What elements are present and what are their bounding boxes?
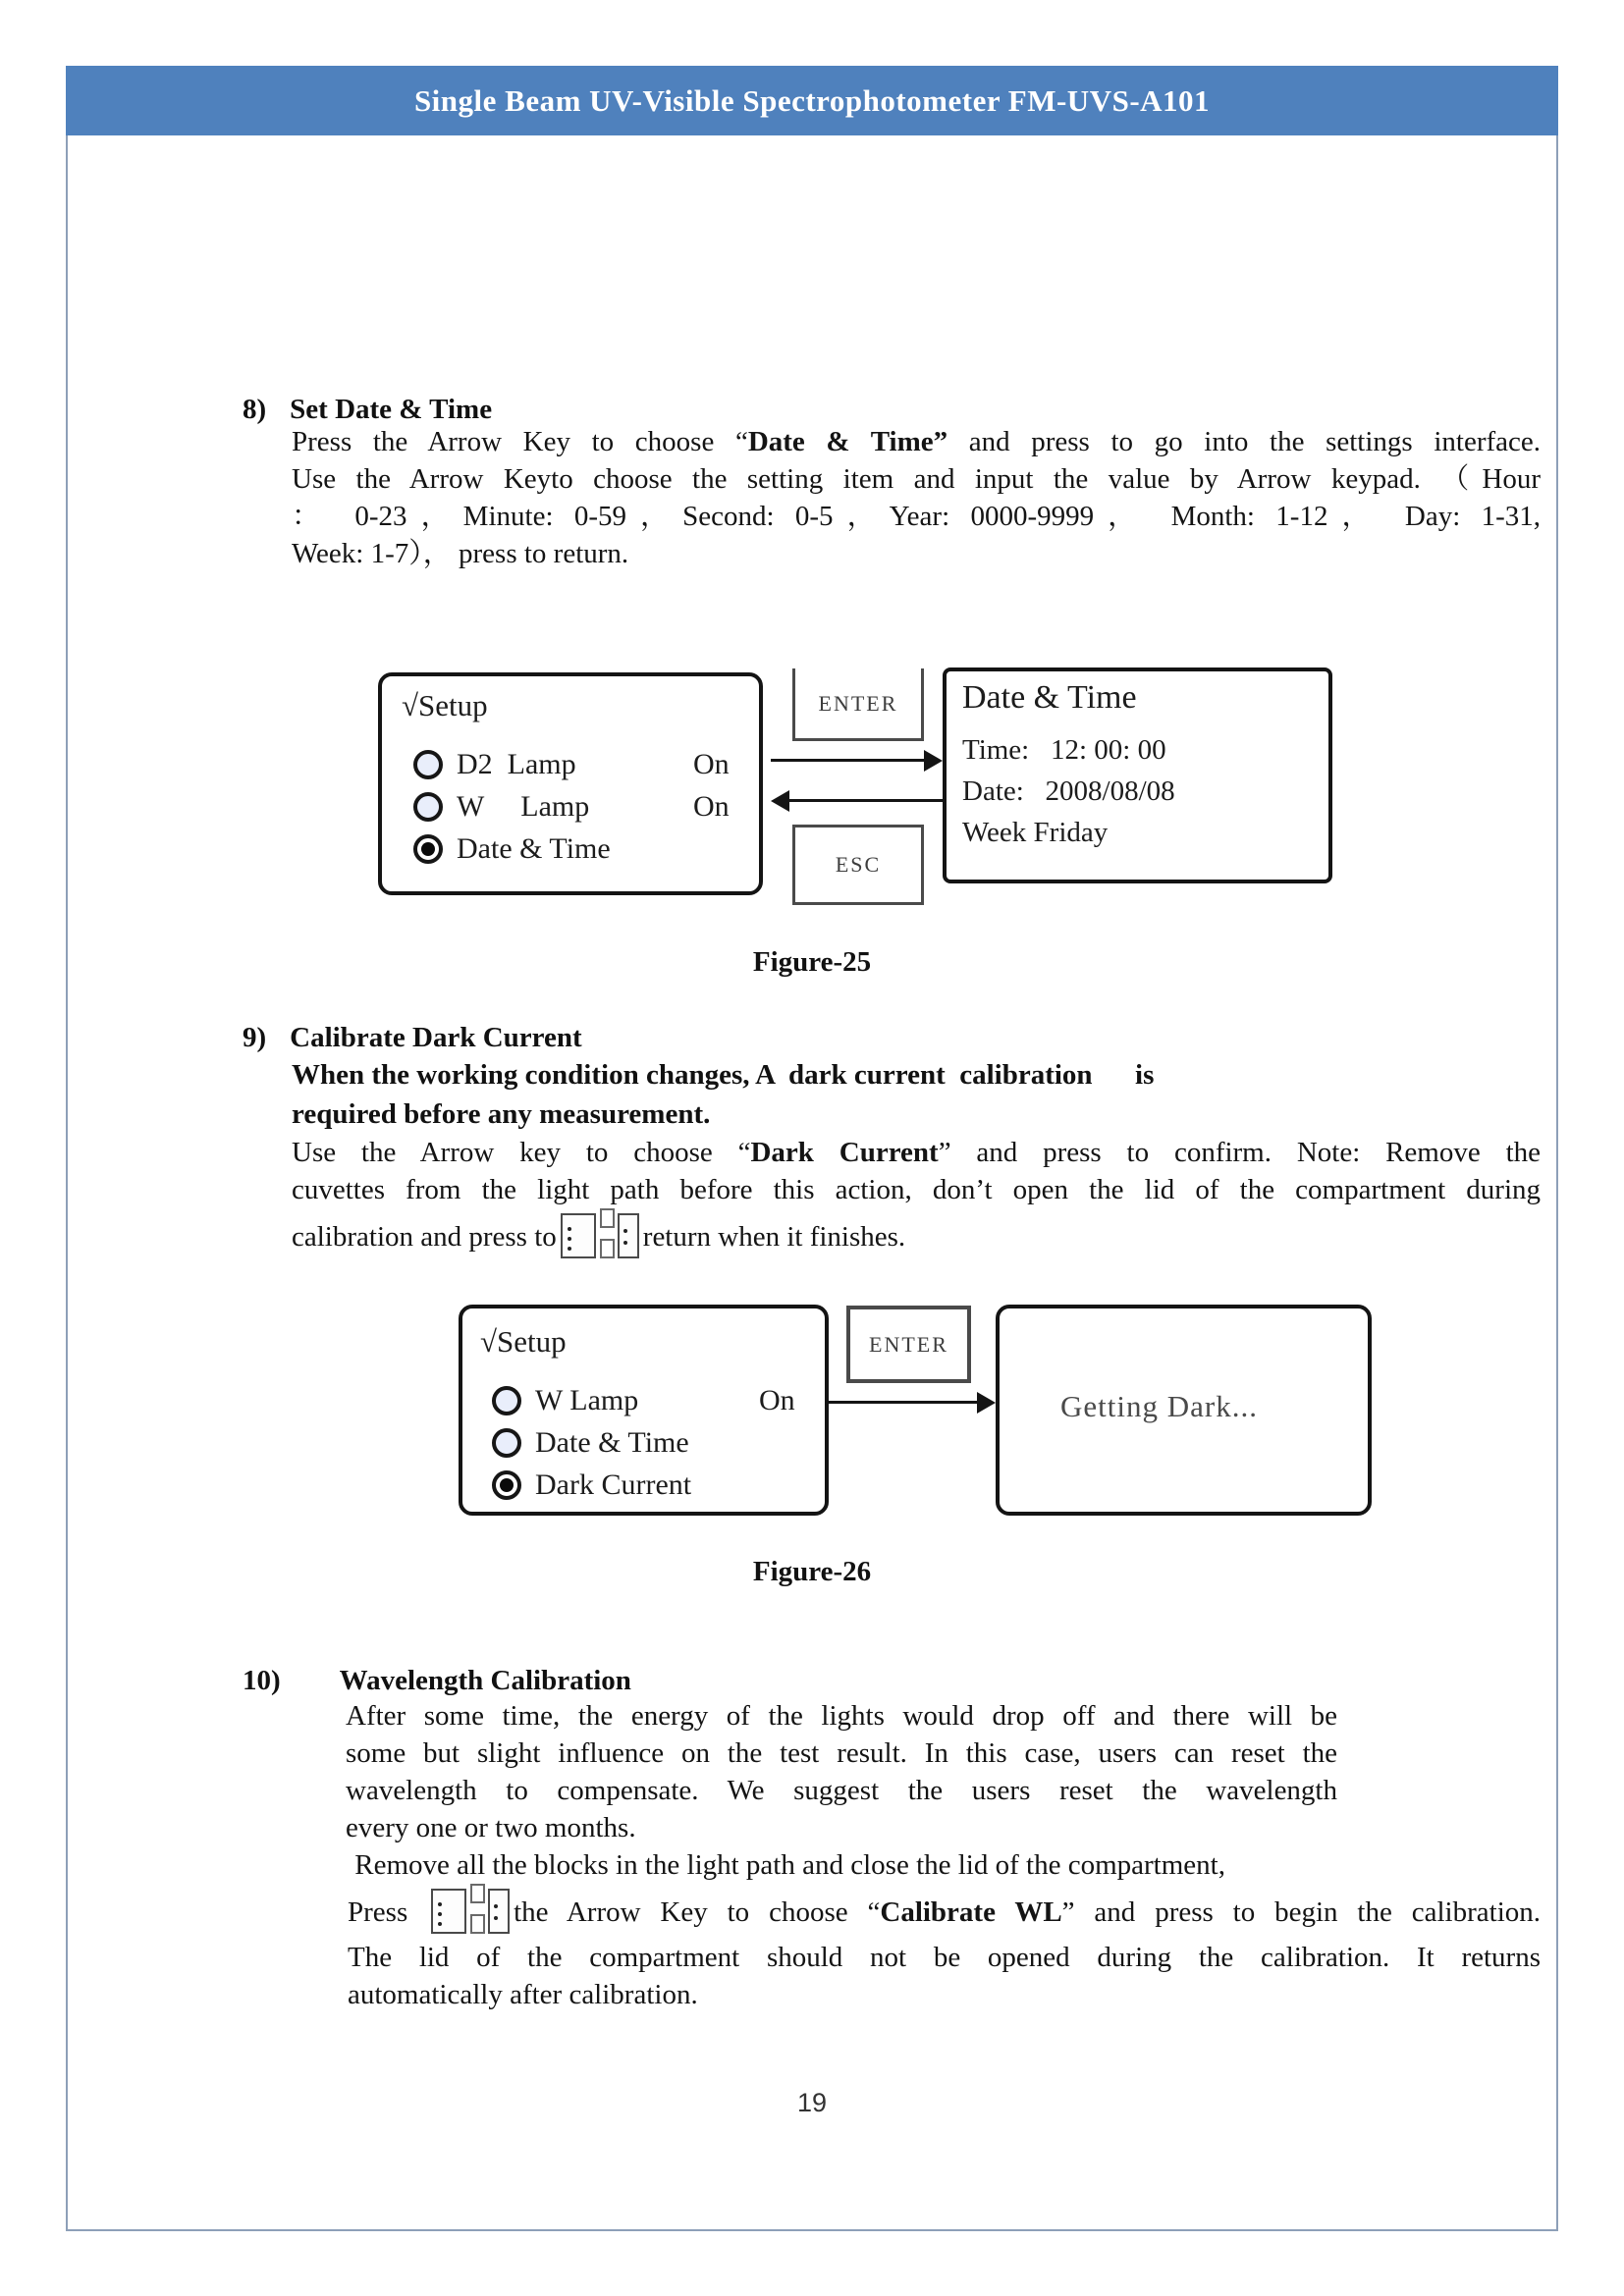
section10-paragraph1 <box>346 1697 1337 1846</box>
fig25-menu-item-date-time <box>413 831 747 867</box>
section10-paragraph2 <box>348 1846 1541 2013</box>
fig25-setup-title: √Setup <box>402 688 488 722</box>
menu-item-value: On <box>693 748 730 780</box>
radio-icon <box>413 792 443 822</box>
menu-item-label: Date & Time <box>457 832 611 865</box>
menu-item-value: On <box>693 790 730 823</box>
fig25-esc-key <box>792 825 924 905</box>
paragraph-line: Week: 1-7）， press to return. <box>292 538 629 569</box>
fig26-setup-screen <box>459 1305 829 1516</box>
page-frame <box>66 66 1558 2231</box>
screen-week-row: Week Friday <box>962 817 1109 848</box>
fig26-getting-dark-screen <box>996 1305 1372 1516</box>
section9-paragraph <box>292 1134 1541 1263</box>
arrow-right-head-icon <box>977 1392 996 1414</box>
fig25-enter-key <box>792 668 924 741</box>
paragraph-line: Use the Arrow key to choose “Dark Current” and press to confirm. Note: Remove the <box>292 1137 1541 1168</box>
menu-item-label: W Lamp <box>457 790 590 823</box>
fig25-datetime-screen <box>943 667 1332 883</box>
fig26-menu-item-dark-current <box>492 1468 816 1503</box>
paragraph-line: required before any measurement. <box>292 1098 711 1130</box>
paragraph-line: calibration and press to return when it finishes. <box>292 1208 1541 1263</box>
arrow-left-line <box>788 799 943 802</box>
paragraph-line: some but slight influence on the test result. In this case, users can reset the <box>346 1737 1337 1769</box>
paragraph-line: When the working condition changes, A dark current calibration is <box>292 1059 1155 1091</box>
menu-item-label: D2 Lamp <box>457 748 576 780</box>
fig25-setup-screen <box>378 672 763 895</box>
radio-icon <box>492 1428 521 1458</box>
mini-esc-key <box>470 1914 485 1934</box>
paragraph-line: wavelength to compensate. We suggest the users reset the wavelength <box>346 1775 1337 1806</box>
mini-enter-key <box>600 1208 615 1228</box>
menu-item-value: On <box>759 1384 795 1416</box>
arrow-right-line <box>771 759 925 762</box>
getting-dark-text: Getting Dark... <box>1060 1389 1258 1423</box>
paragraph-line: The lid of the compartment should not be opened during the calibration. It returns <box>348 1942 1541 1973</box>
arrow-right-head-icon <box>924 750 943 772</box>
mini-esc-key <box>600 1239 615 1258</box>
section8-paragraph <box>292 423 1541 572</box>
paragraph-line: cuvettes from the light path before this action, don’t open the lid of the compartment during <box>292 1174 1541 1205</box>
radio-icon <box>413 750 443 779</box>
mini-screen-left <box>561 1213 596 1258</box>
fig25-menu-item-w-lamp <box>413 789 747 825</box>
fig26-menu-item-date-time <box>492 1425 816 1461</box>
enter-key-label: ENTER <box>869 1331 948 1357</box>
section9-title: Calibrate Dark Current <box>290 1022 582 1053</box>
section10-title: Wavelength Calibration <box>339 1665 631 1696</box>
section9-number: 9) <box>243 1022 267 1053</box>
section10-heading <box>243 1661 631 1700</box>
mini-setup-diagram-icon <box>431 1884 510 1937</box>
paragraph-line: every one or two months. <box>346 1812 636 1843</box>
mini-setup-diagram-icon <box>561 1208 639 1261</box>
fig25-screen-title: Date & Time <box>962 679 1137 716</box>
fig26-setup-title: √Setup <box>480 1324 567 1359</box>
document-header-bar <box>66 66 1558 135</box>
menu-item-label: Dark Current <box>535 1468 692 1501</box>
figure26-caption: Figure-26 <box>752 1556 872 1587</box>
page-number: 19 <box>796 2088 828 2117</box>
menu-item-label: W Lamp <box>535 1384 639 1416</box>
paragraph-line: Remove all the blocks in the light path and close the lid of the compartment, <box>348 1849 1225 1881</box>
radio-selected-icon <box>413 834 443 864</box>
esc-key-label: ESC <box>835 852 882 877</box>
document-title: Single Beam UV-Visible Spectrophotometer FM-UVS-A101 <box>413 82 1211 118</box>
mini-screen-left <box>431 1889 466 1934</box>
section9-bold-statement <box>292 1055 1541 1134</box>
figure25-caption: Figure-25 <box>752 946 872 978</box>
section9-heading <box>243 1018 582 1057</box>
mini-enter-key <box>470 1884 485 1903</box>
section8-number: 8) <box>243 394 267 425</box>
paragraph-line: Press the Arrow Key to choose “Date & Time” and press to go into the settings interface. <box>292 426 1542 457</box>
paragraph-line: After some time, the energy of the lights would drop off and there will be <box>346 1700 1337 1732</box>
paragraph-line: Use the Arrow Keyto choose the setting item and input the value by Arrow keypad. （Hour <box>292 463 1541 495</box>
screen-time-row: Time: 12: 00: 00 <box>962 734 1166 766</box>
fig26-menu-item-w-lamp <box>492 1383 816 1418</box>
mini-screen-right <box>488 1889 510 1934</box>
radio-icon <box>492 1386 521 1415</box>
screen-date-row: Date: 2008/08/08 <box>962 775 1175 807</box>
enter-key-label: ENTER <box>818 690 898 716</box>
paragraph-line: automatically after calibration. <box>348 1979 698 2010</box>
mini-screen-right <box>618 1213 639 1258</box>
fig25-menu-item-d2-lamp <box>413 747 747 782</box>
arrow-right-line <box>827 1401 979 1404</box>
paragraph-line: ： 0-23，Minute: 0-59，Second: 0-5，Year: 0000-9999， Month: 1-12， Day: 1-31, <box>292 501 1541 532</box>
menu-item-label: Date & Time <box>535 1426 689 1459</box>
section10-number: 10) <box>243 1665 281 1696</box>
radio-selected-icon <box>492 1470 521 1500</box>
arrow-left-head-icon <box>771 790 789 812</box>
fig26-enter-key <box>846 1306 971 1383</box>
section8-title: Set Date & Time <box>290 394 493 425</box>
paragraph-line: Press the Arrow Key to choose “Calibrate WL” and press to begin the calibration. <box>348 1884 1541 1939</box>
